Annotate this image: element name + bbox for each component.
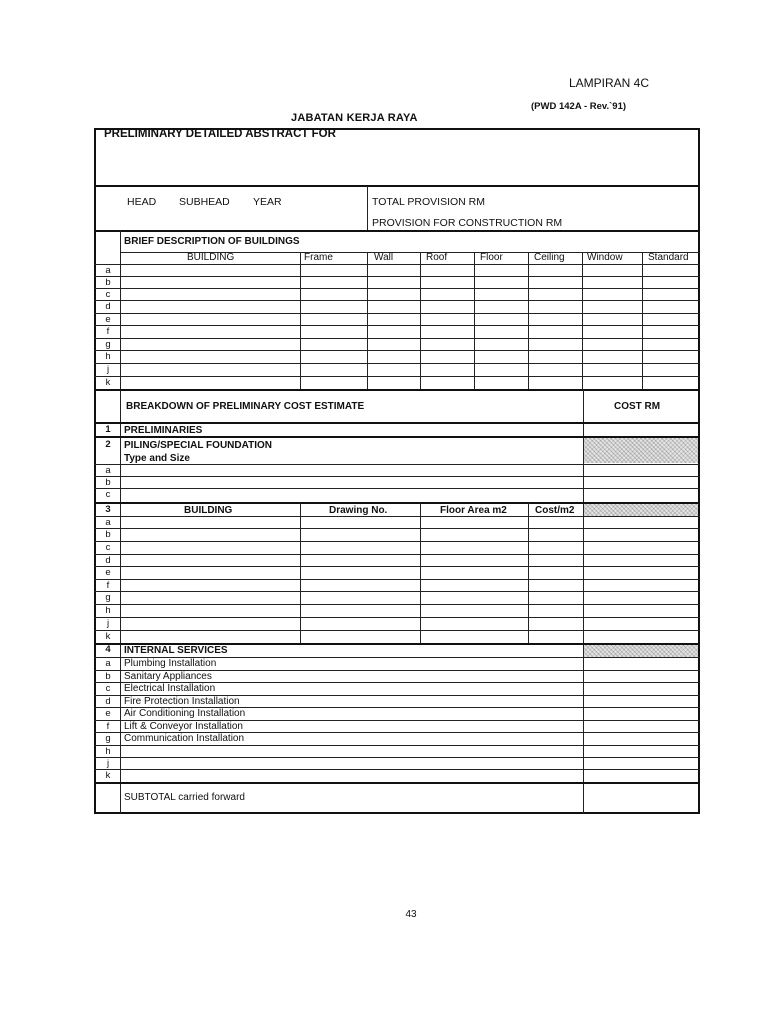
- section-line: [94, 476, 700, 477]
- s3-row-line: [94, 617, 700, 618]
- provision-divider: [367, 186, 368, 230]
- brief-row-letter: k: [105, 377, 111, 388]
- s4-row-letter: g: [105, 733, 111, 744]
- year-label: YEAR: [253, 196, 282, 208]
- s4-row-label: Plumbing Installation: [124, 658, 217, 669]
- construction-provision-label: PROVISION FOR CONSTRUCTION RM: [372, 217, 563, 229]
- s4-row-letter: b: [105, 671, 111, 682]
- s4-row-letter: e: [105, 708, 111, 719]
- s3-row-letter: g: [105, 592, 111, 603]
- brief-col-wall: Wall: [374, 252, 394, 263]
- subhead-label: SUBHEAD: [179, 196, 230, 208]
- s4-row-letter: a: [105, 658, 111, 669]
- brief-vline: [300, 252, 301, 389]
- s3-row-letter: j: [106, 618, 110, 629]
- piling-row-letter: a: [105, 465, 111, 476]
- brief-row-letter: b: [105, 277, 111, 288]
- hatched-cost-cell: [584, 645, 698, 657]
- brief-row-letter: h: [105, 351, 111, 362]
- s3-row-letter: a: [105, 517, 111, 528]
- pwd-reference: (PWD 142A - Rev.`91): [531, 101, 627, 112]
- brief-row-letter: e: [105, 314, 111, 325]
- s3-row-letter: k: [105, 631, 111, 642]
- s3-row-line: [94, 630, 700, 631]
- department-title: JABATAN KERJA RAYA: [291, 112, 418, 124]
- brief-row-letter: f: [106, 326, 110, 337]
- letter-column-divider: [120, 230, 121, 814]
- brief-row-line: [94, 350, 700, 351]
- page-number: 43: [405, 909, 417, 920]
- brief-row-letter: c: [105, 289, 111, 300]
- brief-row-line: [94, 338, 700, 339]
- s4-row-letter: c: [105, 683, 111, 694]
- s3-row-line: [94, 554, 700, 555]
- brief-col-window: Window: [587, 252, 623, 263]
- s4-row-line: [94, 757, 700, 758]
- s3-row-letter: f: [106, 580, 110, 591]
- brief-bottom-line: [94, 389, 700, 391]
- brief-vline: [474, 252, 475, 389]
- s3-row-letter: e: [105, 567, 111, 578]
- piling-row-letter: b: [105, 477, 111, 488]
- brief-row-line: [94, 300, 700, 301]
- s4-row-line: [94, 745, 700, 746]
- hatched-cost-cell: [584, 504, 698, 516]
- brief-row-letter: g: [105, 339, 111, 350]
- s4-row-letter: d: [105, 696, 111, 707]
- lampiran-label: LAMPIRAN 4C: [569, 76, 650, 90]
- s3-col-building: BUILDING: [184, 505, 233, 516]
- section-line: [94, 516, 700, 517]
- section-number: 2: [105, 439, 111, 450]
- s4-row-line: [94, 769, 700, 770]
- section-number: 3: [105, 504, 111, 515]
- s3-row-letter: h: [105, 605, 111, 616]
- s4-row-letter: f: [106, 721, 110, 732]
- s4-row-letter: k: [105, 770, 111, 781]
- brief-row-line: [94, 325, 700, 326]
- brief-row-letter: j: [106, 364, 110, 375]
- s4-bottom-line: [94, 782, 700, 784]
- s3-row-line: [94, 528, 700, 529]
- s3-col-cost-m2: Cost/m2: [535, 505, 575, 516]
- brief-vline: [528, 252, 529, 389]
- s3-row-line: [94, 591, 700, 592]
- s4-row-label: Communication Installation: [124, 733, 245, 744]
- s3-row-line: [94, 541, 700, 542]
- breakdown-title: BREAKDOWN OF PRELIMINARY COST ESTIMATE: [126, 401, 365, 412]
- brief-vline: [642, 252, 643, 389]
- head-label: HEAD: [127, 196, 157, 208]
- brief-description-title: BRIEF DESCRIPTION OF BUILDINGS: [124, 236, 300, 247]
- s3-col-drawing-no: Drawing No.: [329, 505, 388, 516]
- brief-row-line: [94, 313, 700, 314]
- s3-row-line: [94, 579, 700, 580]
- total-provision-label: TOTAL PROVISION RM: [372, 196, 485, 208]
- section-line: [94, 464, 700, 465]
- brief-vline: [420, 252, 421, 389]
- s4-row-label: Air Conditioning Installation: [124, 708, 246, 719]
- brief-row-line: [94, 276, 700, 277]
- brief-vline: [582, 252, 583, 389]
- s3-row-letter: d: [105, 555, 111, 566]
- brief-col-roof: Roof: [426, 252, 448, 263]
- preliminaries-label: PRELIMINARIES: [124, 425, 203, 436]
- brief-col-ceiling: Ceiling: [534, 252, 565, 263]
- s3-col-floor-area: Floor Area m2: [440, 505, 507, 516]
- provision-bottom-divider: [94, 230, 700, 232]
- s3-vline: [300, 503, 301, 643]
- s3-row-letter: b: [105, 529, 111, 540]
- s4-row-label: Sanitary Appliances: [124, 671, 212, 682]
- brief-vline: [367, 252, 368, 389]
- brief-col-floor: Floor: [480, 252, 503, 263]
- brief-col-standard: Standard: [648, 252, 689, 263]
- brief-row-line: [94, 288, 700, 289]
- s4-row-label: Lift & Conveyor Installation: [124, 721, 243, 732]
- s3-row-line: [94, 566, 700, 567]
- s3-vline: [528, 503, 529, 643]
- brief-row-letter: a: [105, 265, 111, 276]
- type-size-label: Type and Size: [124, 453, 190, 464]
- hatched-cost-cell: [584, 438, 698, 463]
- breakdown-header-line: [94, 422, 700, 424]
- piling-label: PILING/SPECIAL FOUNDATION: [124, 440, 272, 451]
- brief-col-frame: Frame: [304, 252, 333, 263]
- form-title: PRELIMINARY DETAILED ABSTRACT FOR: [104, 128, 336, 140]
- brief-col-building: BUILDING: [187, 252, 235, 263]
- s4-row-letter: h: [105, 746, 111, 757]
- title-divider: [94, 185, 700, 187]
- brief-row-line: [94, 363, 700, 364]
- cost-rm-label: COST RM: [614, 401, 661, 412]
- section-line: [94, 488, 700, 489]
- brief-header-line: [94, 264, 700, 265]
- subtotal-label: SUBTOTAL carried forward: [124, 792, 245, 803]
- piling-row-letter: c: [105, 489, 111, 500]
- section-number: 1: [105, 424, 111, 435]
- internal-services-label: INTERNAL SERVICES: [124, 645, 228, 656]
- s3-vline: [420, 503, 421, 643]
- s3-row-letter: c: [105, 542, 111, 553]
- s3-row-line: [94, 604, 700, 605]
- section-number: 4: [105, 644, 111, 655]
- s4-row-letter: j: [106, 758, 110, 769]
- s4-row-label: Electrical Installation: [124, 683, 216, 694]
- brief-row-letter: d: [105, 301, 111, 312]
- brief-row-line: [94, 376, 700, 377]
- s4-row-label: Fire Protection Installation: [124, 696, 240, 707]
